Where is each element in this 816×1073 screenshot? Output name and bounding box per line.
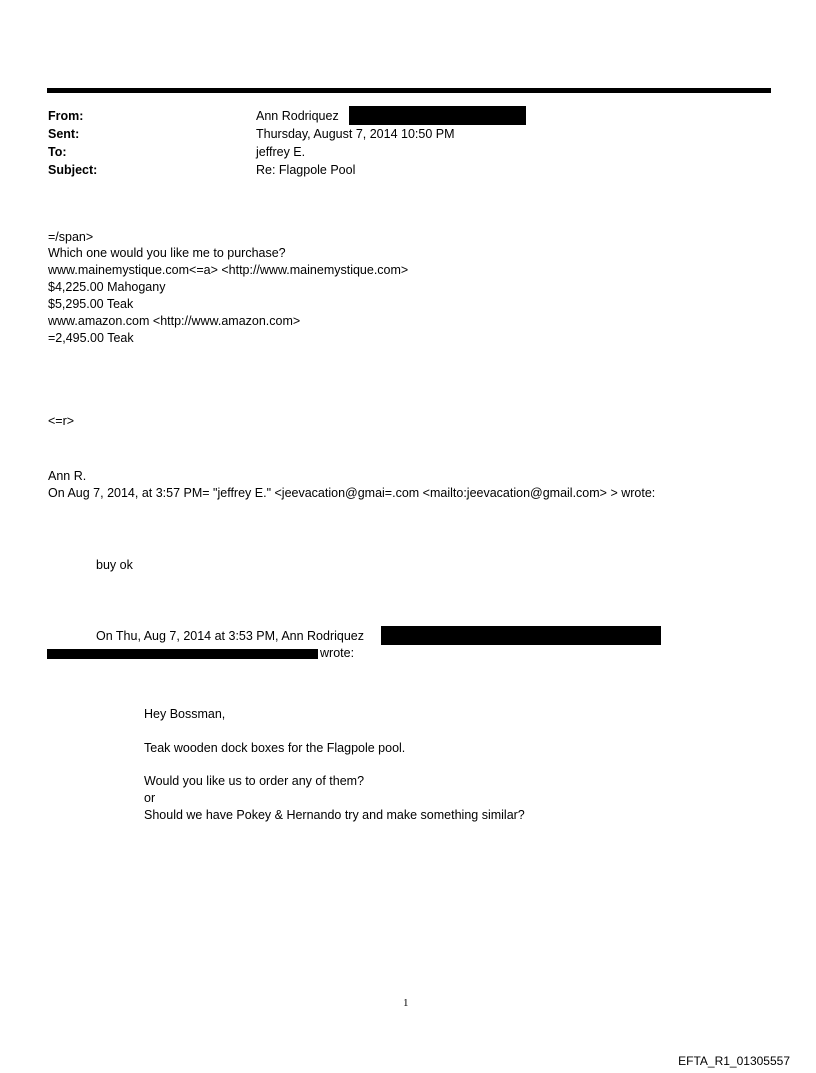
from-value: Ann Rodriquez	[256, 109, 339, 123]
quote-header-1: On Aug 7, 2014, at 3:57 PM= "jeffrey E." <jeevacation@gmai=.com <mailto:jeevacation@gmail.com> > wrote:	[48, 486, 656, 500]
to-label: To:	[48, 145, 67, 159]
price-teak-1: $5,295.00 Teak	[48, 297, 134, 311]
from-redaction	[349, 106, 526, 125]
subject-value: Re: Flagpole Pool	[256, 163, 356, 177]
span-fragment: =/span>	[48, 230, 94, 244]
sent-label: Sent:	[48, 127, 80, 141]
bates-number: EFTA_R1_01305557	[678, 1054, 790, 1068]
quote-header-2: On Thu, Aug 7, 2014 at 3:53 PM, Ann Rodriquez	[96, 629, 365, 643]
similar-question: Should we have Pokey & Hernando try and make something similar?	[144, 808, 525, 822]
price-mahogany: $4,225.00 Mahogany	[48, 280, 166, 294]
email-redaction-2	[47, 649, 318, 659]
price-teak-2: =2,495.00 Teak	[48, 331, 134, 345]
page-number: 1	[403, 997, 409, 1009]
subject-label: Subject:	[48, 163, 98, 177]
reply-buy-ok: buy ok	[96, 558, 133, 572]
r-fragment: <=r>	[48, 414, 75, 428]
signature: Ann R.	[48, 469, 87, 483]
sent-value: Thursday, August 7, 2014 10:50 PM	[256, 127, 455, 141]
purchase-question: Which one would you like me to purchase?	[48, 246, 286, 260]
email-redaction-1	[381, 626, 661, 645]
order-question: Would you like us to order any of them?	[144, 774, 365, 788]
quote-header-2-end: wrote:	[320, 646, 355, 660]
or-line: or	[144, 791, 156, 805]
mainemystique-link: www.mainemystique.com<=a> <http://www.mainemystique.com>	[48, 263, 409, 277]
greeting: Hey Bossman,	[144, 707, 226, 721]
from-label: From:	[48, 109, 84, 123]
amazon-link: www.amazon.com <http://www.amazon.com>	[48, 314, 301, 328]
teak-line: Teak wooden dock boxes for the Flagpole pool.	[144, 741, 406, 755]
to-value: jeffrey E.	[256, 145, 306, 159]
header-rule	[47, 88, 771, 93]
